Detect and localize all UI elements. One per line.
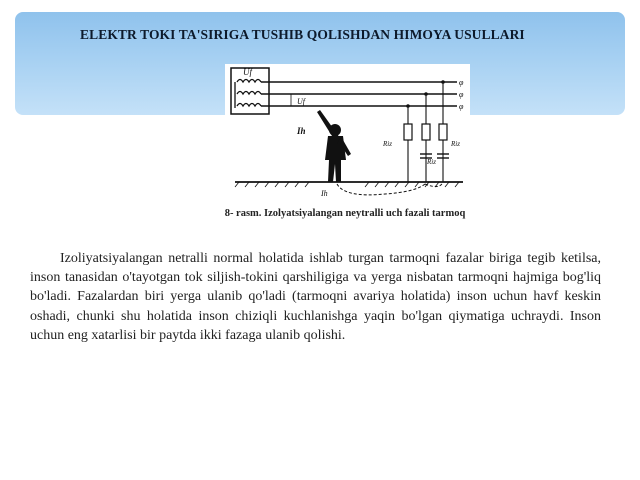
- circuit-diagram-svg: [225, 64, 470, 198]
- resistance-left-label: Riz: [383, 140, 392, 148]
- circuit-diagram: [225, 64, 470, 198]
- page-title: ELEKTR TOKI TA'SIRIGA TUSHIB QOLISHDAN HIMOYA USULLARI: [80, 27, 525, 42]
- phase-3-label: φ: [459, 102, 464, 111]
- figure-caption: 8- rasm. Izolyatsiyalangan neytralli uch fazali tarmoq: [224, 208, 466, 219]
- insulation-resistors: [404, 124, 447, 140]
- body-paragraph: Izoliyatsiyalangan netralli normal holatida ishlab turgan tarmoqni fazalar biriga tegib ketilsa, inson tanasidan o'tayotgan tok siljish-tokini qarshiligiga va yerga nisbatan tarmoqni hajmiga bog'liq bo'ladi. Fazalardan biri yerga ulanib qo'ladi (tarmoqni avariya holatida) inson uchun havf keskin oshadi, chunki shu holatida inson chiziqli kuchlanishga yaqin bo'lgan qiymatiga uchraydi. Inson uchun eng xatarlisi bir paytda ikki fazaga ulanib qolishi.: [30, 251, 601, 343]
- resistance-mid-label: Riz: [427, 158, 436, 166]
- transformer-voltage-label: Uf: [243, 67, 252, 77]
- body-current-label: Ih: [297, 126, 306, 136]
- phase-1-label: φ: [459, 78, 464, 87]
- resistance-right-label: Riz: [451, 140, 460, 148]
- phase-2-label: φ: [459, 90, 464, 99]
- leakage-current-label: Ih: [321, 189, 328, 198]
- leakage-current-path: [337, 184, 425, 195]
- phase-voltage-label: Uf: [297, 97, 305, 106]
- person-figure: [317, 110, 351, 182]
- transformer-coils: [235, 80, 261, 109]
